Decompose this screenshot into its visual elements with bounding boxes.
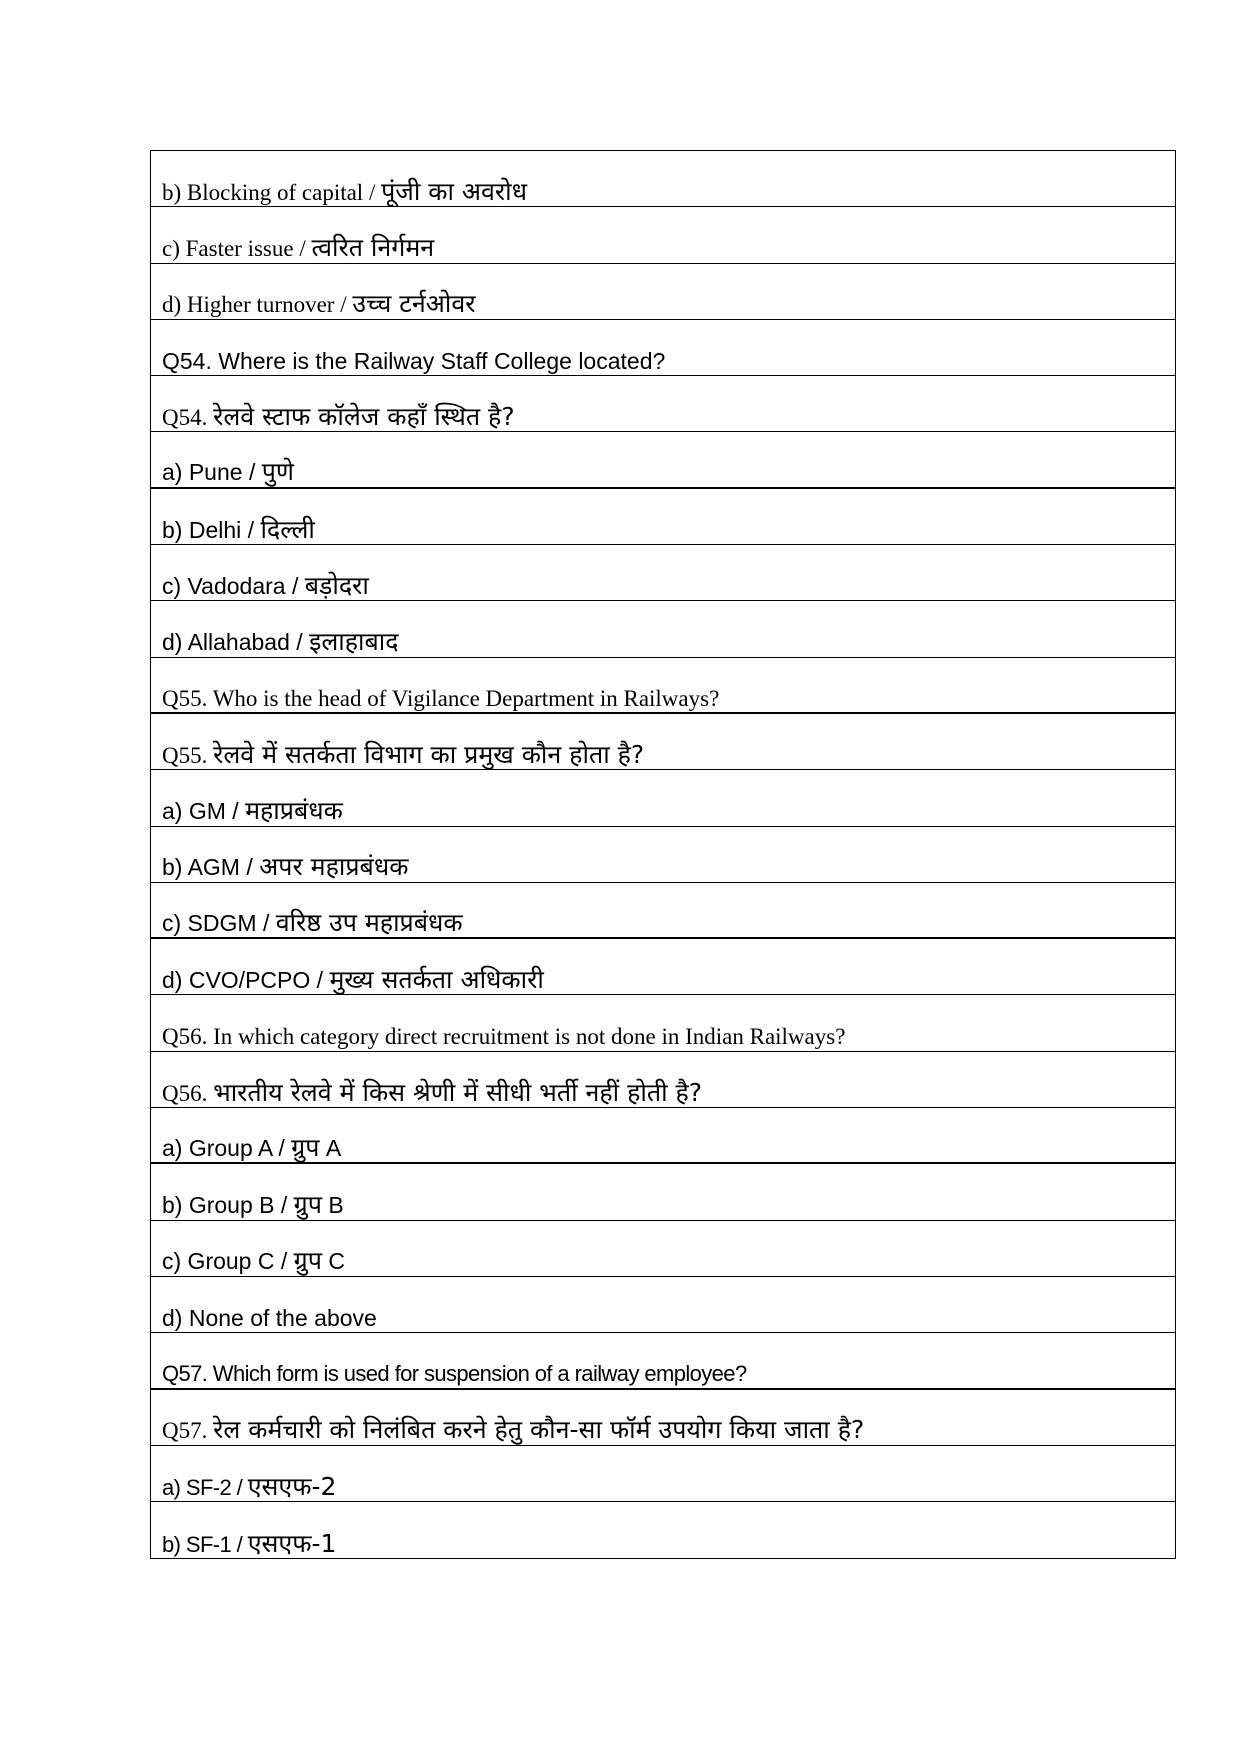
option-text-en: a) Group A / xyxy=(162,1134,292,1161)
option-text-hi: उच्च टर्नओवर xyxy=(352,289,476,319)
option-text-tail: A xyxy=(319,1134,342,1161)
question-text-en: Q56. In which category direct recruitment is not done in Indian Railways? xyxy=(162,1024,846,1050)
question-text-hi: रेलवे में सतर्कता विभाग का प्रमुख कौन होता है? xyxy=(213,739,645,769)
option-row-q53-d xyxy=(151,264,1175,320)
option-row-q56-a xyxy=(151,1108,1175,1164)
option-text-en: c) SDGM / xyxy=(162,909,276,936)
question-row-q55-en xyxy=(151,658,1175,714)
question-text-en: Q57. Which form is used for suspension of a railway employee? xyxy=(162,1361,747,1387)
question-row-q57-en xyxy=(151,1333,1175,1389)
option-text-tail: C xyxy=(321,1248,345,1275)
option-text-en: b) Group B / xyxy=(162,1192,294,1219)
option-text-en: c) Faster issue / xyxy=(162,236,312,262)
question-number: Q54. xyxy=(162,404,214,430)
question-text-en: Q55. Who is the head of Vigilance Department in Railways? xyxy=(162,685,720,711)
option-text-hi: पूंजी का अवरोध xyxy=(381,176,527,206)
option-text-en: d) None of the above xyxy=(162,1304,377,1331)
question-text-hi: भारतीय रेलवे में किस श्रेणी में सीधी भर्ती नहीं होती है? xyxy=(213,1077,703,1107)
option-text-hi: दिल्ली xyxy=(260,514,315,544)
option-row-q54-c xyxy=(151,545,1175,601)
option-text-hi: एसएफ-1 xyxy=(247,1528,337,1558)
option-text-hi: वरिष्ठ उप महाप्रबंधक xyxy=(275,907,463,937)
option-text-en: b) Blocking of capital / xyxy=(162,179,382,205)
option-text-en: b) Delhi / xyxy=(162,516,261,543)
option-text-hi: महाप्रबंधक xyxy=(245,796,343,826)
option-text-en: a) GM / xyxy=(162,798,246,825)
option-text-hi: अपर महाप्रबंधक xyxy=(259,852,409,882)
option-row-q56-b xyxy=(151,1164,1175,1220)
option-text-en: c) Vadodara / xyxy=(162,572,305,599)
question-number: Q57. xyxy=(162,1418,214,1444)
option-text-en: a) SF-2 / xyxy=(162,1474,248,1500)
option-row-q56-d xyxy=(151,1277,1175,1333)
question-row-q57-hi xyxy=(151,1390,1175,1446)
question-text-en: Q54. Where is the Railway Staff College located? xyxy=(162,347,666,374)
option-text-hi: ग्रुप xyxy=(291,1132,320,1162)
option-row-q55-c xyxy=(151,883,1175,939)
question-row-q54-hi xyxy=(151,376,1175,432)
option-row-q57-b xyxy=(151,1502,1175,1558)
option-text-hi: पुणे xyxy=(261,457,295,487)
question-number: Q56. xyxy=(162,1080,214,1106)
option-text-hi: एसएफ-2 xyxy=(247,1471,337,1501)
option-row-q56-c xyxy=(151,1221,1175,1277)
option-text-tail: B xyxy=(321,1192,344,1219)
question-table xyxy=(150,150,1176,1559)
option-text-en: b) AGM / xyxy=(162,854,260,881)
option-row-q53-b xyxy=(151,151,1175,207)
option-text-en: a) Pune / xyxy=(162,459,262,486)
question-text-hi: रेलवे स्टाफ कॉलेज कहाँ स्थित है? xyxy=(213,401,515,431)
question-row-q55-hi xyxy=(151,714,1175,770)
option-text-hi: बड़ोदरा xyxy=(304,570,369,600)
question-row-q56-hi xyxy=(151,1052,1175,1108)
question-row-q54-en xyxy=(151,320,1175,376)
option-row-q53-c xyxy=(151,207,1175,263)
option-row-q55-a xyxy=(151,770,1175,826)
option-row-q55-b xyxy=(151,827,1175,883)
option-text-hi: ग्रुप xyxy=(293,1190,322,1220)
option-row-q54-b xyxy=(151,489,1175,545)
option-text-hi: त्वरित निर्गमन xyxy=(311,233,435,263)
option-row-q54-d xyxy=(151,601,1175,657)
option-row-q54-a xyxy=(151,432,1175,488)
option-text-en: c) Group C / xyxy=(162,1248,294,1275)
option-text-en: d) Higher turnover / xyxy=(162,292,353,318)
question-text-hi: रेल कर्मचारी को निलंबित करने हेतु कौन-सा फॉर्म उपयोग किया जाता है? xyxy=(213,1415,865,1445)
option-text-hi: मुख्य सतर्कता अधिकारी xyxy=(329,964,544,994)
option-row-q55-d xyxy=(151,939,1175,995)
question-row-q56-en xyxy=(151,995,1175,1051)
option-text-en: d) CVO/PCPO / xyxy=(162,966,330,993)
option-text-hi: इलाहाबाद xyxy=(309,627,399,657)
option-text-hi: ग्रुप xyxy=(293,1246,322,1276)
question-number: Q55. xyxy=(162,742,214,768)
option-text-en: b) SF-1 / xyxy=(162,1531,248,1557)
option-row-q57-a xyxy=(151,1446,1175,1502)
option-text-en: d) Allahabad / xyxy=(162,629,310,656)
